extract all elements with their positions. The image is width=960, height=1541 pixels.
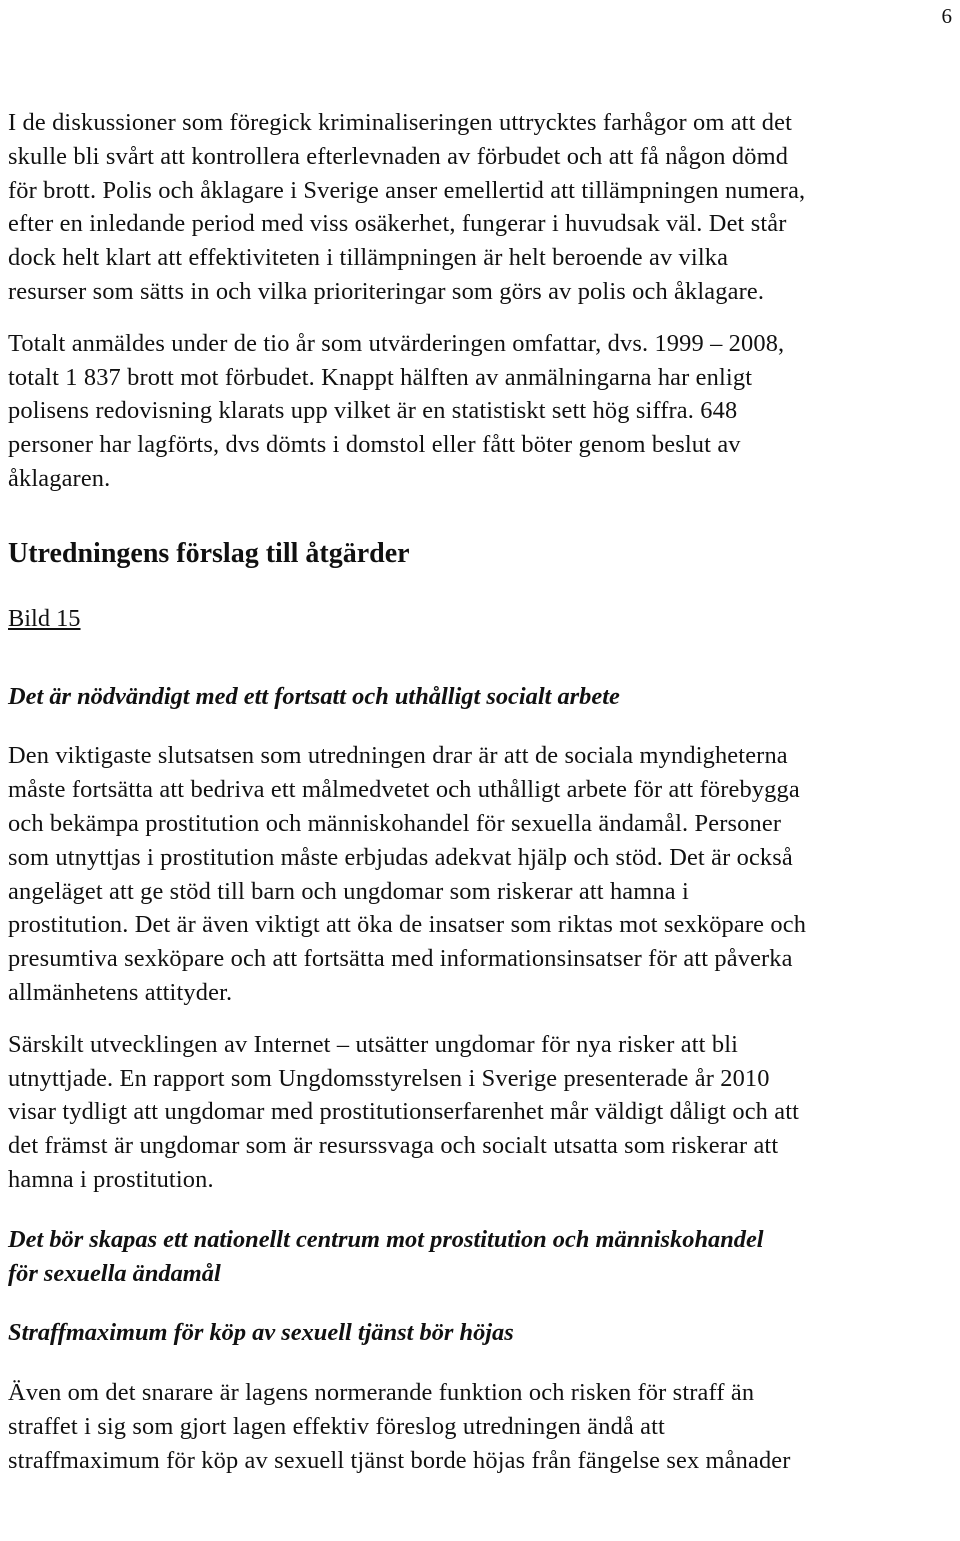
subheading-social-work: Det är nödvändigt med ett fortsatt och uthålligt socialt arbete [8,682,620,710]
paragraph-penalty: Även om det snarare är lagens normerande funktion och risken för straff än straffet i sig som gjort lagen effektiv föreslog utredningen ändå att straffmaximum för köp av sexuell tjänst borde höjas från fängelse sex månader [8,1379,791,1474]
figure-reference: Bild 15 [8,604,81,632]
paragraph-internet: Särskilt utvecklingen av Internet – utsätter ungdomar för nya risker att bli utnyttjade. En rapport som Ungdomsstyrelsen i Sverige presenterade år 2010 visar tydligt att ungdomar med prostitutionserfarenhet mår väldigt dåligt och att det främst är ungdomar som är resurssvaga och socialt utsatta som riskerar att hamna i prostitution. [8,1030,800,1193]
section-heading: Utredningens förslag till åtgärder [8,537,410,569]
subheading-national-centre: Det bör skapas ett nationellt centrum mot prostitution och människohandel för sexuella ändamål [8,1225,764,1287]
paragraph-statistics: Totalt anmäldes under de tio år som utvärderingen omfattar, dvs. 1999 – 2008, totalt 1 837 brott mot förbudet. Knappt hälften av anmälningarna har enligt polisens redovisning klarats upp vilket är en statistiskt sett hög siffra. 648 personer har lagförts, dvs dömts i domstol eller fått böter genom beslut av åklagaren. [8,329,785,492]
paragraph-enforcement: I de diskussioner som föregick kriminaliseringen uttrycktes farhågor om att det skulle bli svårt att kontrollera efterlevnaden av förbudet och att få någon dömd för brott. Polis och åklagare i Sverige anser emellertid att tillämpningen numera, efter en inledande period med viss osäkerhet, fungerar i huvudsak väl. Det står dock helt klart att effektiviteten i tillämpningen är helt beroende av vilka resurser som sätts in och vilka prioriteringar som görs av polis och åklagare. [8,109,806,305]
page-number: 6 [941,4,952,28]
document-body [8,106,956,1478]
paragraph-social-work: Den viktigaste slutsatsen som utredningen drar är att de sociala myndigheterna måste fortsätta att bedriva ett målmedvetet och uthålligt arbete för att förebygga och bekämpa prostitution och människohandel för sexuella ändamål. Personer som utnyttjas i prostitution måste erbjudas adekvat hjälp och stöd. Det är också angeläget att ge stöd till barn och ungdomar som riskerar att hamna i prostitution. Det är även viktigt att öka de insatser som riktas mot sexköpare och presumtiva sexköpare och att fortsätta med informationsinsatser för att påverka allmänhetens attityder. [8,742,807,1006]
subheading-penalty: Straffmaximum för köp av sexuell tjänst bör höjas [8,1319,514,1347]
